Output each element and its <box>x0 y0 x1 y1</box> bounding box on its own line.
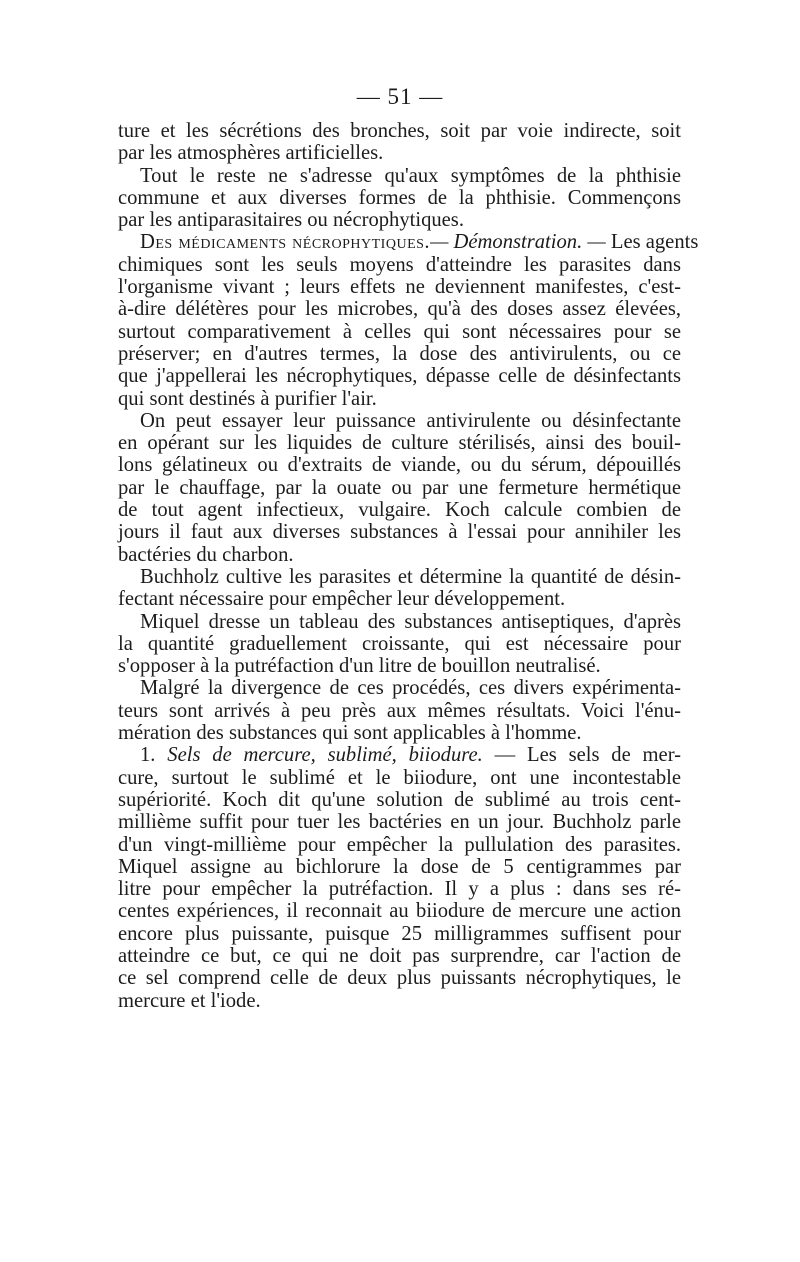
text-line: litre pour empêcher la putréfaction. Il y a plus : dans ses ré- <box>118 878 681 901</box>
paragraph <box>118 231 699 410</box>
text-span: Les agents <box>610 231 699 254</box>
list-number: 1. <box>140 744 156 767</box>
text-span: — Les sels de mer- <box>494 744 681 767</box>
text-line: Tout le reste ne s'adresse qu'aux symptômes de la phthisie <box>140 164 681 187</box>
text-line: par les atmosphères artificielles. <box>118 142 384 165</box>
text-line <box>118 744 681 766</box>
text-line: encore plus puissante, puisque 25 milligrammes suffisent pour <box>118 922 681 945</box>
text-line <box>118 231 699 254</box>
section-subheading: — Démonstration. — <box>430 231 606 254</box>
paragraph <box>118 120 681 165</box>
text-line: de tout agent infectieux, vulgaire. Koch calcule combien de <box>118 499 681 522</box>
text-line: la quantité graduellement croissante, qui est nécessaire pour <box>118 632 681 655</box>
text-line: d'un vingt-millième pour empêcher la pullulation des parasites. <box>118 833 681 856</box>
text-line: ce sel comprend celle de deux plus puissants nécrophytiques, le <box>118 967 681 990</box>
text-line: Malgré la divergence de ces procédés, ces divers expérimenta- <box>140 677 681 700</box>
text-line: commune et aux diverses formes de la phthisie. Commençons <box>118 186 681 209</box>
text-line: Miquel assigne au bichlorure la dose de 5 centigrammes par <box>118 855 681 878</box>
text-line: teurs sont arrivés à peu près aux mêmes résultats. Voici l'énu- <box>118 699 681 722</box>
text-line: l'organisme vivant ; leurs effets ne deviennent manifestes, c'est- <box>118 276 681 299</box>
paragraph <box>118 165 681 232</box>
text-line: mercure et l'iode. <box>118 989 261 1012</box>
text-line: ture et les sécrétions des bronches, soit par voie indirecte, soit <box>118 120 681 142</box>
text-line: préserver; en d'autres termes, la dose des antivirulents, ou ce <box>118 342 681 365</box>
paragraph <box>118 611 681 678</box>
text-line: jours il faut aux diverses substances à l'essai pour annihiler les <box>118 521 681 544</box>
text-line: lons gélatineux ou d'extraits de viande, ou du sérum, dépouillés <box>118 454 681 477</box>
paragraph <box>118 566 681 611</box>
text-line: chimiques sont les seuls moyens d'atteindre les parasites dans <box>118 253 681 276</box>
text-line: mération des substances qui sont applicables à l'homme. <box>118 722 582 745</box>
text-line: s'opposer à la putréfaction d'un litre de bouillon neutralisé. <box>118 655 601 678</box>
text-line: millième suffit pour tuer les bactéries en un jour. Buchholz parle <box>118 811 681 834</box>
text-line: par le chauffage, par la ouate ou par une fermeture hermétique <box>118 476 681 499</box>
text-line: que j'appellerai les nécrophytiques, dépasse celle de désinfectants <box>118 365 681 388</box>
text-line: supériorité. Koch dit qu'une solution de sublimé au trois cent- <box>118 788 681 811</box>
text-line: surtout comparativement à celles qui sont nécessaires pour se <box>118 320 681 343</box>
text-line: atteindre ce but, ce qui ne doit pas surprendre, car l'action de <box>118 944 681 967</box>
paragraph <box>118 677 681 744</box>
text-line: On peut essayer leur puissance antivirulente ou désinfectante <box>140 409 681 432</box>
text-line: centes expériences, il reconnait au biiodure de mercure une action <box>118 900 681 923</box>
item-heading: Sels de mercure, sublimé, biiodure. <box>167 744 483 767</box>
text-line: à-dire délétères pour les microbes, qu'à des doses assez élevées, <box>118 298 681 321</box>
text-line: cure, surtout le sublimé et le biiodure, ont une incontestable <box>118 766 681 789</box>
text-line: Miquel dresse un tableau des substances antiseptiques, d'après <box>140 610 681 633</box>
text-line: en opérant sur les liquides de culture stérilisés, ainsi des bouil- <box>118 432 681 455</box>
text-line: par les antiparasitaires ou nécrophytiques. <box>118 209 464 232</box>
paragraph <box>118 410 681 566</box>
text-line: Buchholz cultive les parasites et détermine la quantité de désin- <box>140 565 681 588</box>
text-line: bactéries du charbon. <box>118 543 294 566</box>
body-text <box>118 120 699 1012</box>
section-heading: Des médicaments nécrophytiques. <box>140 231 431 254</box>
text-line: fectant nécessaire pour empêcher leur développement. <box>118 588 566 611</box>
text-line: qui sont destinés à purifier l'air. <box>118 387 377 410</box>
paragraph <box>118 744 681 1012</box>
page-number: — 51 — <box>356 84 444 109</box>
